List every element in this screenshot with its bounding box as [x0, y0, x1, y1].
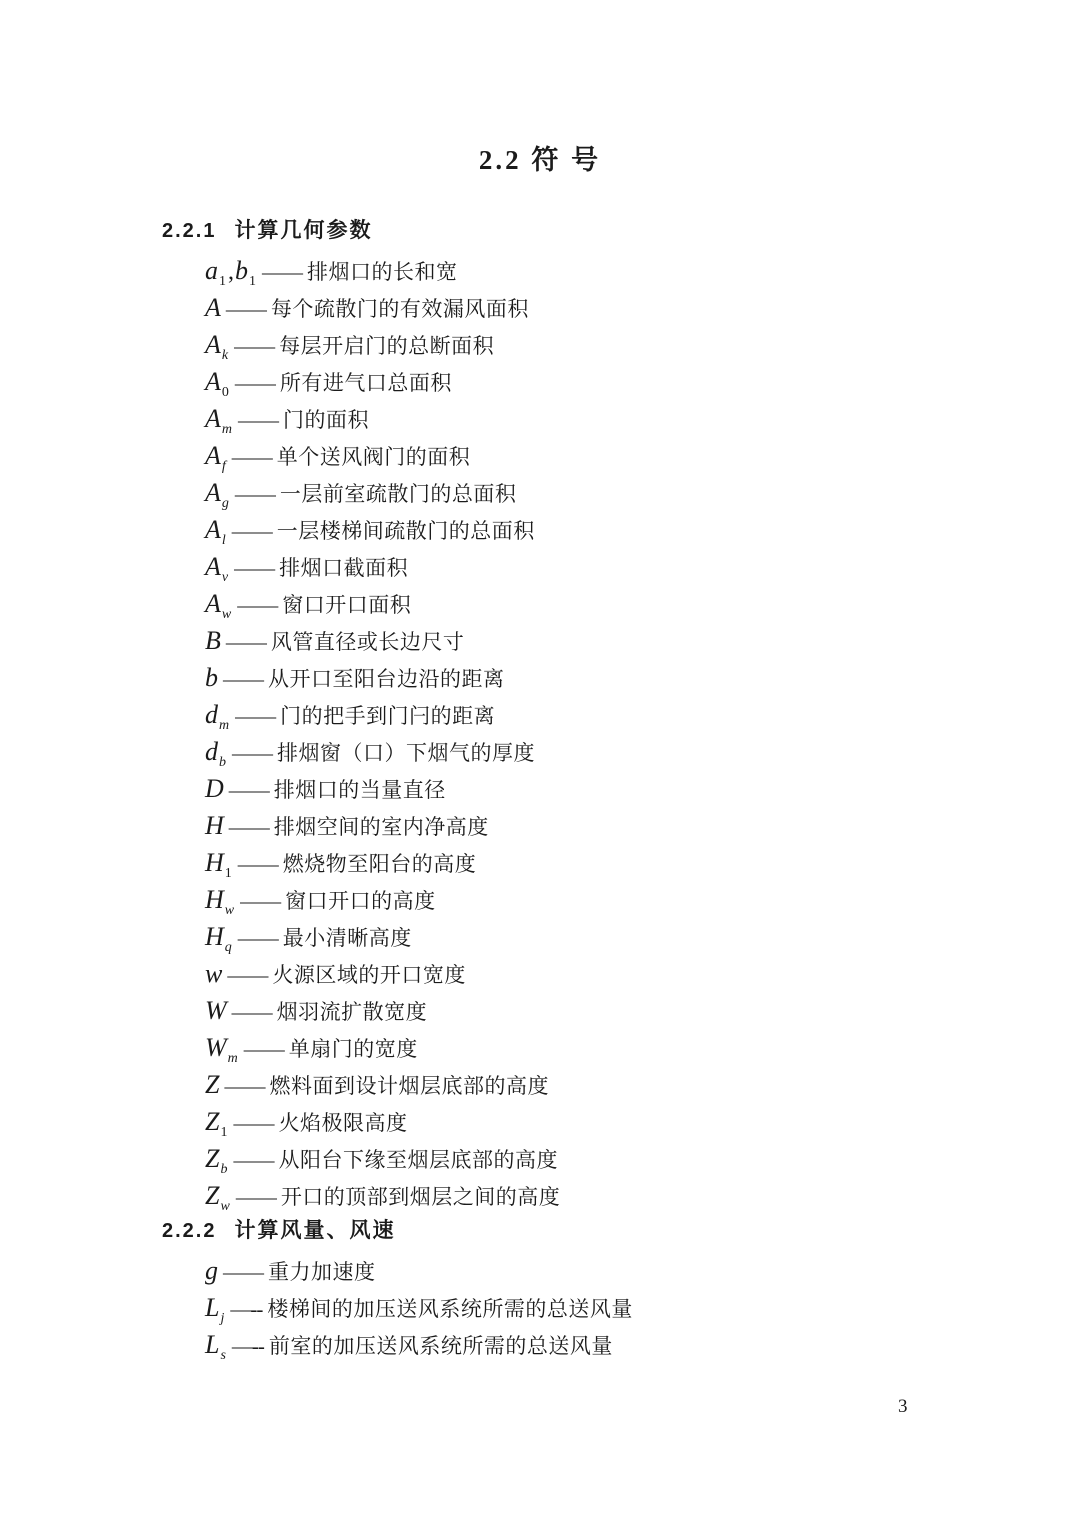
symbol-definition-row — [0, 1029, 1080, 1066]
symbol — [205, 478, 231, 511]
symbol-definition-text: 所有进气口总面积 — [279, 371, 452, 395]
symbol — [205, 515, 228, 548]
symbol-subscript: 1 — [249, 274, 256, 289]
symbol-definition-row — [0, 659, 1080, 696]
page-number: 3 — [898, 1396, 908, 1417]
symbol-definition-text: 门的把手到门闩的距离 — [280, 704, 496, 728]
dash-separator: —— — [225, 297, 266, 321]
dash-separator: —— — [231, 1000, 272, 1024]
dash-separator: —— — [243, 1037, 284, 1061]
symbol-definition-text: 烟羽流扩散宽度 — [276, 1000, 428, 1024]
symbol-subscript: q — [224, 940, 232, 955]
symbol — [205, 996, 228, 1025]
symbol — [205, 811, 225, 840]
dash-separator: —— — [231, 519, 272, 543]
symbol-subscript: 1 — [219, 274, 226, 289]
symbol-definition-text: 楼梯间的加压送风系统所需的总送风量 — [267, 1297, 633, 1321]
section-title: 计算几何参数 — [234, 218, 373, 242]
symbol-definition-row — [0, 807, 1080, 844]
symbol-letter: a — [205, 256, 218, 285]
dash-separator: —— — [235, 704, 276, 728]
symbol-definition-text: 燃烧物至阳台的高度 — [282, 852, 477, 876]
section-heading — [0, 1214, 1080, 1246]
symbol-definition-text: 前室的加压送风系统所需的总送风量 — [268, 1334, 613, 1358]
symbol-letter: H — [205, 811, 224, 840]
dash-separator: —— — [237, 926, 278, 950]
symbol-letter: L — [205, 1293, 220, 1322]
section — [0, 1214, 1080, 1363]
symbol-definition-text: 单个送风阀门的面积 — [276, 445, 471, 469]
symbol — [205, 626, 222, 655]
symbol — [205, 1293, 226, 1326]
section-number: 2.2.2 — [162, 1220, 217, 1242]
symbol-subscript: s — [220, 1348, 226, 1363]
dash-separator: —— — [223, 667, 263, 691]
symbol — [205, 1070, 220, 1099]
symbol-subscript: v — [221, 570, 229, 585]
symbol — [205, 848, 234, 881]
dash-separator: —— — [225, 630, 266, 654]
dash-separator: —— — [233, 1148, 274, 1172]
dash-separator: —-- — [230, 1297, 263, 1321]
symbol-definition-text: 火焰极限高度 — [278, 1111, 408, 1135]
section-number: 2.2.1 — [162, 220, 217, 242]
dash-separator: —— — [234, 556, 275, 580]
symbol — [205, 441, 228, 474]
symbol-definition-text: 从阳台下缘至烟层底部的高度 — [278, 1148, 558, 1172]
symbol-definition-row — [0, 437, 1080, 474]
dash-separator: —— — [228, 815, 269, 839]
symbol — [205, 404, 234, 437]
symbol-letter: L — [205, 1330, 220, 1359]
dash-separator: —— — [238, 408, 279, 432]
symbol-definition-row — [0, 511, 1080, 548]
symbol-subscript: j — [220, 1311, 225, 1326]
symbol-subscript: b — [220, 1162, 228, 1177]
symbol-definition-text: 排烟口的长和宽 — [307, 260, 458, 284]
symbol-definition-row — [0, 1140, 1080, 1177]
symbol-definition-text: 门的面积 — [283, 408, 370, 432]
symbol-definition-row — [0, 918, 1080, 955]
symbol-definition-text: 燃料面到设计烟层底部的高度 — [269, 1074, 549, 1098]
symbol — [205, 663, 219, 692]
symbol-definition-text: 单扇门的宽度 — [288, 1037, 418, 1061]
symbol-definition-row — [0, 881, 1080, 918]
symbol-definition-row — [0, 696, 1080, 733]
symbol-letter: w — [205, 959, 223, 988]
symbol-subscript: w — [220, 1199, 230, 1214]
symbol-definition-text: 每层开启门的总断面积 — [279, 334, 495, 358]
symbol-letter: H — [205, 848, 224, 877]
symbol — [205, 1033, 240, 1066]
dash-separator: —— — [224, 1074, 265, 1098]
symbol-definition-row — [0, 1066, 1080, 1103]
symbol-letter: H — [205, 885, 224, 914]
symbol-subscript: 1 — [224, 866, 232, 881]
symbol — [205, 293, 222, 322]
symbol-subscript: g — [221, 496, 229, 511]
dash-separator: —— — [227, 963, 268, 987]
symbol-letter: g — [205, 1256, 218, 1285]
symbol — [205, 922, 234, 955]
symbol-definition-text: 一层前室疏散门的总面积 — [279, 482, 517, 506]
symbol-subscript: m — [227, 1051, 238, 1066]
dash-separator: —— — [235, 1185, 276, 1209]
dash-separator: —— — [237, 852, 278, 876]
symbol-letter: A — [205, 478, 221, 507]
symbol-letter: Z — [205, 1144, 220, 1173]
dash-separator: —— — [231, 445, 272, 469]
symbol-letter: A — [205, 330, 221, 359]
symbol — [205, 256, 258, 289]
symbol — [205, 589, 233, 622]
symbol — [205, 1256, 219, 1285]
symbol-definition-text: 从开口至阳台边沿的距离 — [268, 667, 505, 691]
symbol-letter: W — [205, 1033, 227, 1062]
symbol-definition-row — [0, 844, 1080, 881]
symbol-definition-row — [0, 622, 1080, 659]
symbol-definition-row — [0, 1326, 1080, 1363]
dash-separator: —— — [237, 593, 278, 617]
symbol-definition-text: 排烟窗（口）下烟气的厚度 — [277, 741, 535, 765]
symbol — [205, 1107, 229, 1140]
symbol-letter: H — [205, 922, 224, 951]
symbol-letter: D — [205, 774, 224, 803]
symbol-letter: d — [205, 737, 218, 766]
symbol-list — [0, 1252, 1080, 1363]
symbol-definition-row — [0, 1177, 1080, 1214]
symbol — [205, 330, 230, 363]
symbol-letter: B — [205, 626, 221, 655]
symbol — [205, 1144, 229, 1177]
symbol-definition-row — [0, 326, 1080, 363]
symbol-definition-row — [0, 363, 1080, 400]
symbol — [205, 700, 231, 733]
symbol-letter: W — [205, 996, 227, 1025]
symbol-subscript: b — [219, 755, 226, 770]
symbol-definition-text: 排烟空间的室内净高度 — [273, 815, 489, 839]
symbol-letter: d — [205, 700, 218, 729]
symbol-letter: A — [205, 367, 221, 396]
dash-separator: —— — [240, 889, 281, 913]
symbol-letter: A — [205, 552, 221, 581]
page-title: 2.2 符 号 — [478, 145, 602, 175]
symbol — [205, 885, 236, 918]
symbol-subscript: 1 — [220, 1125, 228, 1140]
symbol-letter: b — [235, 256, 248, 285]
symbol-definition-row — [0, 252, 1080, 289]
symbol-definition-row — [0, 474, 1080, 511]
symbol — [205, 737, 228, 770]
section — [0, 214, 1080, 1214]
symbol-definition-row — [0, 992, 1080, 1029]
symbol-definition-text: 火源区域的开口宽度 — [272, 963, 466, 987]
symbol — [205, 367, 231, 400]
symbol-definition-text: 排烟口的当量直径 — [273, 778, 446, 802]
symbol — [205, 1330, 228, 1363]
symbol-separator: , — [228, 259, 234, 285]
symbol-letter: A — [205, 589, 221, 618]
symbol-definition-text: 排烟口截面积 — [279, 556, 409, 580]
symbol-definition-text: 最小清晰高度 — [282, 926, 412, 950]
symbol-letter: Z — [205, 1107, 220, 1136]
symbol-definition-row — [0, 770, 1080, 807]
section-heading — [0, 214, 1080, 246]
symbol-definition-text: 风管直径或长边尺寸 — [270, 630, 465, 654]
symbol — [205, 774, 225, 803]
symbol-letter: A — [205, 293, 221, 322]
symbol-definition-row — [0, 733, 1080, 770]
dash-separator: —— — [234, 334, 275, 358]
symbol-subscript: w — [224, 903, 235, 918]
symbol-definition-row — [0, 585, 1080, 622]
symbol-letter: b — [205, 663, 218, 692]
symbol-letter: Z — [205, 1070, 220, 1099]
symbol-definition-row — [0, 289, 1080, 326]
section-title: 计算风量、风速 — [234, 1218, 396, 1242]
dash-separator: —— — [232, 741, 272, 765]
symbol-subscript: 0 — [221, 385, 229, 400]
symbol-subscript: l — [221, 533, 226, 548]
symbol-subscript: m — [221, 422, 233, 437]
dash-separator: —— — [233, 1111, 274, 1135]
dash-separator: —— — [228, 778, 269, 802]
dash-separator: —— — [223, 1260, 263, 1284]
symbol-definition-row — [0, 400, 1080, 437]
dash-separator: —— — [234, 371, 275, 395]
symbol-definition-row — [0, 1103, 1080, 1140]
symbol-definition-text: 每个疏散门的有效漏风面积 — [270, 297, 529, 321]
symbol-sections — [0, 214, 1080, 1363]
symbol-definition-row — [0, 955, 1080, 992]
symbol-definition-text: 一层楼梯间疏散门的总面积 — [276, 519, 535, 543]
symbol-letter: Z — [205, 1181, 220, 1210]
symbol-definition-row — [0, 1289, 1080, 1326]
symbol — [205, 552, 230, 585]
symbol-letter: A — [205, 515, 221, 544]
symbol-subscript: f — [221, 459, 226, 474]
symbol-definition-text: 重力加速度 — [268, 1260, 376, 1284]
symbol-definition-text: 窗口开口面积 — [282, 593, 412, 617]
symbol-subscript: w — [221, 607, 232, 622]
symbol-list — [0, 252, 1080, 1214]
symbol-definition-row — [0, 548, 1080, 585]
symbol — [205, 1181, 232, 1214]
symbol-definition-row — [0, 1252, 1080, 1289]
dash-separator: —— — [262, 260, 302, 284]
symbol — [205, 959, 223, 988]
dash-separator: —-- — [231, 1334, 264, 1358]
dash-separator: —— — [234, 482, 275, 506]
symbol-letter: A — [205, 441, 221, 470]
symbol-definition-text: 开口的顶部到烟层之间的高度 — [280, 1185, 561, 1209]
symbol-letter: A — [205, 404, 221, 433]
symbol-subscript: m — [219, 718, 230, 733]
symbol-definition-text: 窗口开口的高度 — [285, 889, 436, 913]
symbol-subscript: k — [221, 348, 229, 363]
